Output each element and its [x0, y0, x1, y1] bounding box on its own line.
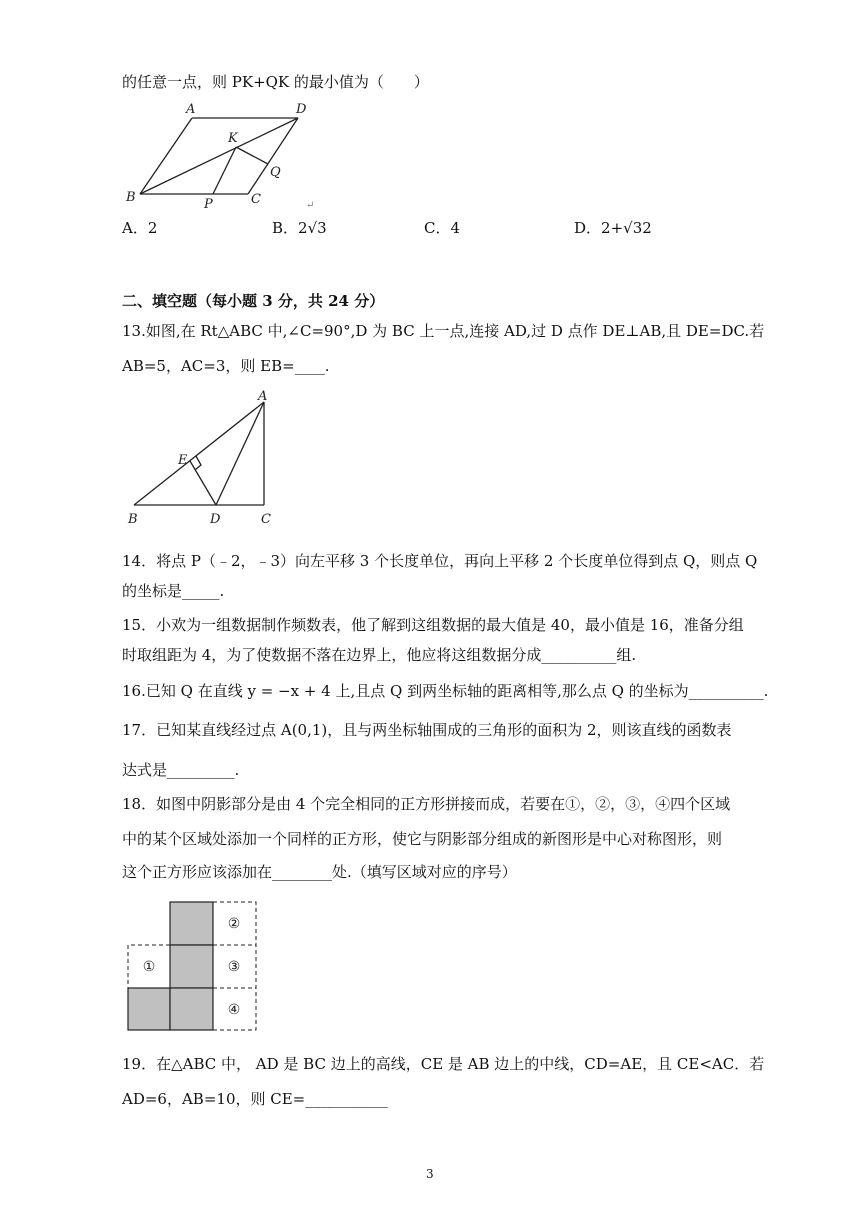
shaded-square-bottom-right: [170, 988, 213, 1030]
label-C: C: [261, 512, 271, 527]
region-1-label: ①: [142, 959, 156, 975]
choice-c: C．4: [424, 219, 461, 237]
q13-line2: AB=5，AC=3，则 EB=____.: [122, 357, 330, 375]
q16-line1: 16.已知 Q 在直线 y = −x + 4 上,且点 Q 到两坐标轴的距离相等,那么点 Q 的坐标为__________.: [122, 682, 769, 700]
q15-line2: 时取组距为 4，为了使数据不落在边界上，他应将这组数据分成__________组.: [122, 646, 637, 664]
q18-line2: 中的某个区域处添加一个同样的正方形，使它与阴影部分组成的新图形是中心对称图形，则: [122, 830, 723, 848]
label-D: D: [210, 512, 221, 527]
shaded-square-middle: [170, 945, 213, 988]
edge-BA: [140, 118, 192, 194]
label-D: D: [296, 102, 307, 117]
shaded-square-bottom-left: [128, 988, 170, 1030]
choice-d: D．2+√32: [574, 219, 652, 237]
label-E: E: [178, 453, 188, 468]
segment-DE: [190, 461, 216, 505]
q18-line3: 这个正方形应该添加在________处.（填写区域对应的序号）: [122, 863, 517, 881]
q18-squares-figure: [122, 896, 264, 1036]
label-P: P: [204, 197, 213, 212]
label-A: A: [186, 102, 196, 117]
q18-line1: 18．如图中阴影部分是由 4 个完全相同的正方形拼接而成，若要在①，②，③，④四个区域: [122, 795, 731, 813]
q13-line1: 13.如图,在 Rt△ABC 中,∠C=90°,D 为 BC 上一点,连接 AD,过 D 点作 DE⊥AB,且 DE=DC.若: [122, 322, 765, 340]
choice-a: A．2: [122, 219, 158, 237]
shaded-square-top: [170, 902, 213, 945]
choice-b: B．2√3: [272, 219, 327, 237]
q14-line2: 的坐标是_____.: [122, 582, 225, 600]
q17-line1: 17．已知某直线经过点 A(0,1)，且与两坐标轴围成的三角形的面积为 2，则该直线的函数表: [122, 721, 732, 739]
label-B: B: [126, 190, 136, 205]
label-Q: Q: [270, 165, 281, 180]
right-angle-mark: [195, 456, 201, 470]
q19-line1: 19．在△ABC 中， AD 是 BC 边上的高线，CE 是 AB 边上的中线，CD=AE，且 CE<AC．若: [122, 1055, 765, 1073]
segment-KQ: [236, 147, 268, 164]
q13-triangle-figure: [122, 388, 282, 530]
page-number: 3: [426, 1167, 434, 1181]
q15-line1: 15．小欢为一组数据制作频数表，他了解到这组数据的最大值是 40，最小值是 16，准备分组: [122, 616, 744, 634]
region-4-label: ④: [227, 1002, 241, 1018]
section-heading: 二、填空题（每小题 3 分，共 24 分）: [122, 292, 385, 310]
region-2-label: ②: [227, 916, 241, 932]
q14-line1: 14．将点 P（﹣2，﹣3）向左平移 3 个长度单位，再向上平移 2 个长度单位得到点 Q，则点 Q: [122, 552, 758, 570]
edge-BA: [134, 402, 264, 505]
region-3-label: ③: [227, 959, 241, 975]
q17-line2: 达式是_________.: [122, 761, 240, 779]
return-mark-icon: ↵: [306, 200, 315, 211]
q19-line2: AD=6，AB=10，则 CE=___________: [122, 1090, 388, 1108]
label-C: C: [251, 192, 261, 207]
label-B: B: [128, 512, 138, 527]
q12-text: 的任意一点，则 PK+QK 的最小值为（ ）: [122, 73, 429, 91]
q12-parallelogram-figure: [118, 98, 328, 213]
label-A: A: [258, 389, 268, 404]
segment-AD: [216, 402, 264, 505]
label-K: K: [228, 131, 238, 146]
